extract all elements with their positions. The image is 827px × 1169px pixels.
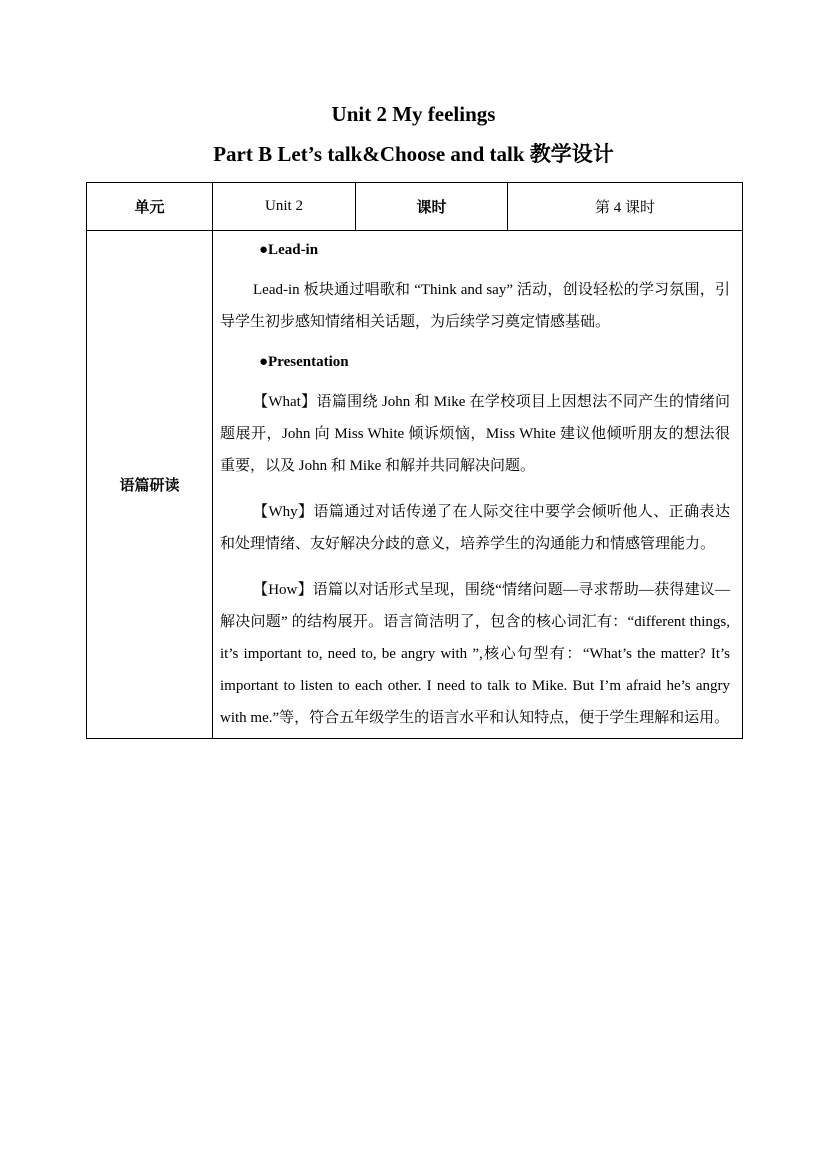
unit-label: 单元 [87, 183, 213, 231]
why-paragraph: 【Why】语篇通过对话传递了在人际交往中要学会倾听他人、正确表达和处理情绪、友好解决分歧的意义，培养学生的沟通能力和情感管理能力。 [220, 504, 730, 552]
unit-value: Unit 2 [213, 183, 356, 231]
section-label: 语篇研读 [87, 231, 213, 739]
text-study-row [87, 231, 743, 739]
leadin-paragraph: Lead-in 板块通过唱歌和 “Think and say” 活动，创设轻松的学习氛围，引导学生初步感知情绪相关话题，为后续学习奠定情感基础。 [220, 282, 730, 330]
presentation-heading: ●Presentation [259, 354, 349, 370]
how-paragraph: 【How】语篇以对话形式呈现，围绕“情绪问题—寻求帮助—获得建议—解决问题” 的结构展开。语言简洁明了，包含的核心词汇有：“different things, it’s important to, need to, be angry with ”,核心句型有：“What’s the matter? It’s important to listen to each other. I need to talk to Mike. But I’m afraid he’s angry with me.”等，符合五年级学生的语言水平和认知特点，便于学生理解和运用。 [220, 582, 730, 726]
document-subtitle: Part B Let’s talk&Choose and talk 教学设计 [213, 142, 614, 166]
period-value: 第 4 课时 [508, 183, 743, 231]
table-header-row [87, 183, 743, 231]
document-title: Unit 2 My feelings [331, 102, 496, 126]
leadin-heading: ●Lead-in [259, 242, 319, 258]
lesson-plan-table [86, 182, 743, 739]
what-paragraph: 【What】语篇围绕 John 和 Mike 在学校项目上因想法不同产生的情绪问题展开，John 向 Miss White 倾诉烦恼，Miss White 建议他倾听朋友的想法很重要，以及 John 和 Mike 和解并共同解决问题。 [220, 394, 730, 474]
period-label: 课时 [356, 183, 508, 231]
section-content [213, 231, 743, 739]
